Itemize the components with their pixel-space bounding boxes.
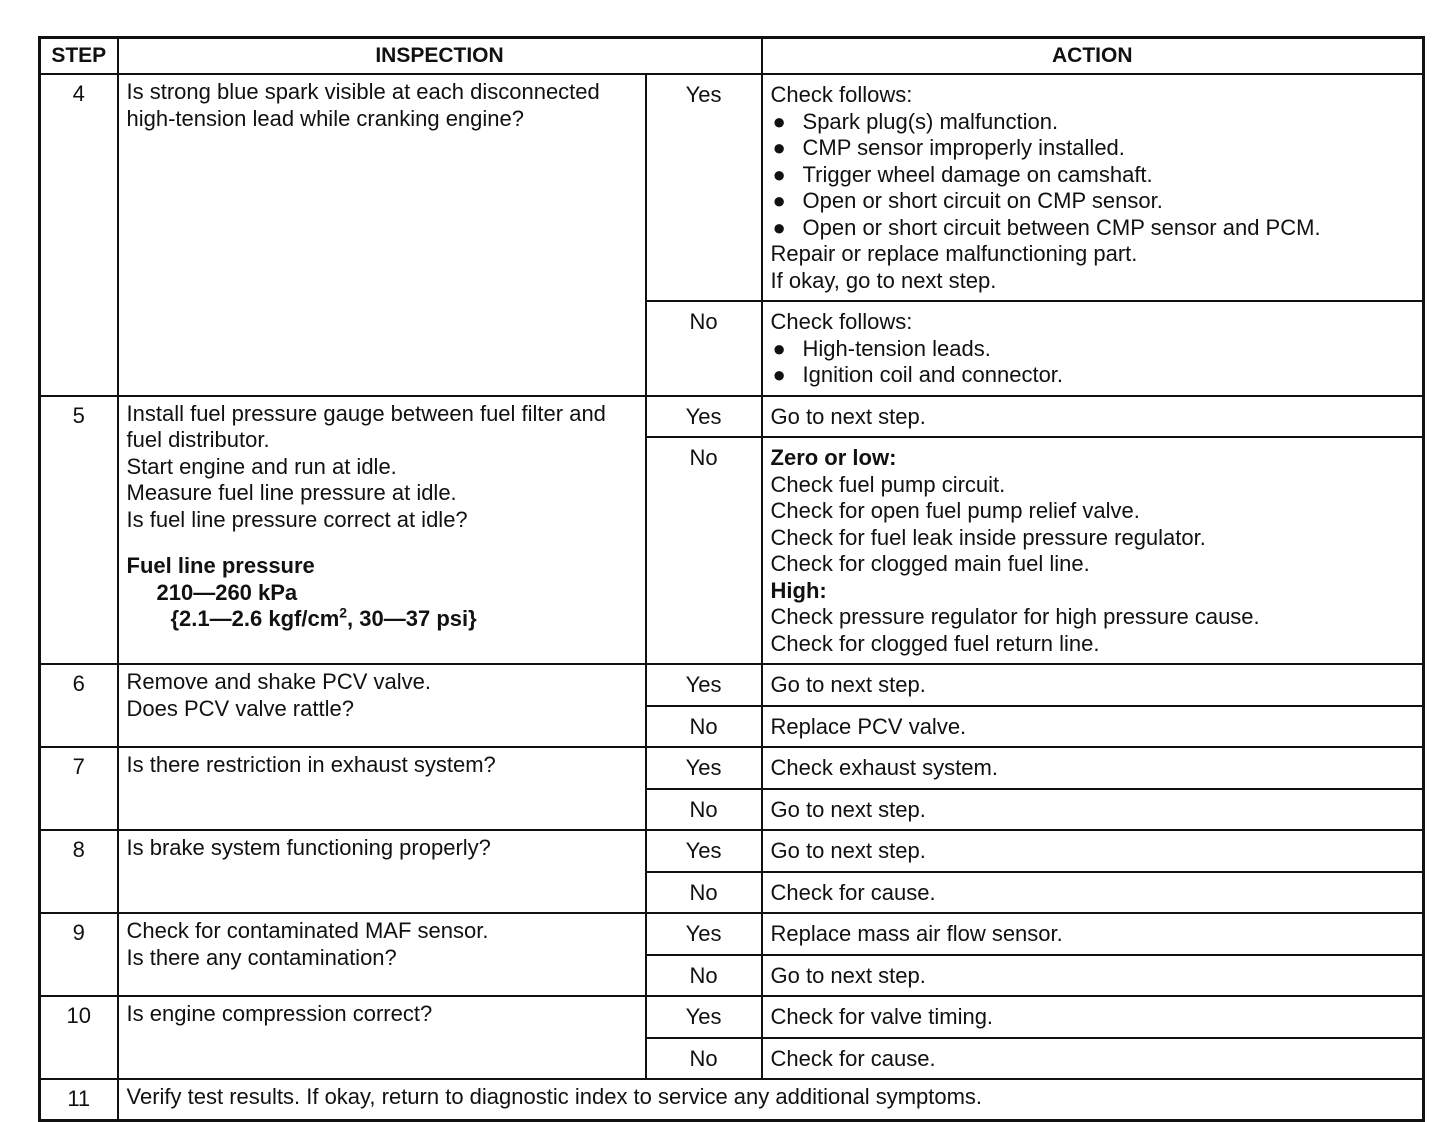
step-4-yes-intro: Check follows:: [770, 82, 913, 107]
step-6-inspection: [118, 664, 646, 747]
bullet-item: [771, 162, 1415, 189]
step-10-no-label: No: [646, 1038, 762, 1080]
bullet-item: [771, 135, 1415, 162]
bullet-icon: ●: [772, 362, 786, 387]
step-7-number: 7: [40, 747, 118, 830]
spec-title: Fuel line pressure: [126, 553, 315, 578]
step-9-yes-label: Yes: [646, 913, 762, 955]
bullet-text: Spark plug(s) malfunction.: [802, 108, 1059, 134]
step-6-number: 6: [40, 664, 118, 747]
spec-alt-sup: 2: [339, 604, 348, 621]
step-9-no-action: Go to next step.: [762, 955, 1424, 997]
spec-alt-a: {2.1—2.6 kgf/cm: [170, 606, 340, 631]
step-7-no-action: Go to next step.: [762, 789, 1424, 831]
high-title: High:: [770, 577, 827, 603]
low-item: Check fuel pump circuit.: [770, 471, 1006, 497]
low-item: Check for clogged main fuel line.: [770, 551, 1090, 576]
step-7-yes-action: Check exhaust system.: [762, 747, 1424, 789]
step-6-yes-action: Go to next step.: [762, 664, 1424, 706]
step-11-row: [40, 1079, 1424, 1120]
step-9-yes-row: [40, 913, 1424, 955]
step-5-inspection: [118, 396, 646, 665]
diagnostic-table-page: [38, 36, 1425, 1122]
step-10-yes-label: Yes: [646, 996, 762, 1038]
bullet-text: High-tension leads.: [802, 335, 991, 361]
step-6-no-action: Replace PCV valve.: [762, 706, 1424, 748]
high-item: Check pressure regulator for high pressure cause.: [770, 604, 1260, 629]
step-4-number: 4: [40, 74, 118, 396]
step-9-inspection: [118, 913, 646, 996]
bullet-text: Trigger wheel damage on camshaft.: [802, 161, 1153, 187]
bullet-icon: ●: [772, 335, 786, 361]
step-8-inspection: Is brake system functioning properly?: [118, 830, 646, 913]
step-4-no-label: No: [646, 301, 762, 396]
step-4-repair-line: Repair or replace malfunctioning part.: [770, 241, 1138, 266]
bullet-item: [771, 336, 1415, 363]
bullet-icon: ●: [772, 135, 786, 160]
step-4-no-intro: Check follows:: [770, 309, 913, 334]
step-4-no-action: [762, 301, 1424, 396]
step-5-line: Measure fuel line pressure at idle.: [126, 480, 457, 505]
step-header: STEP: [40, 38, 118, 75]
step-9-no-label: No: [646, 955, 762, 997]
step-6-yes-row: [40, 664, 1424, 706]
step-4-inspection: Is strong blue spark visible at each disconnected high-tension lead while cranking engine?: [118, 74, 646, 396]
step-8-yes-row: [40, 830, 1424, 872]
step-8-yes-action: Go to next step.: [762, 830, 1424, 872]
bullet-item: [771, 109, 1415, 136]
bullet-icon: ●: [772, 161, 786, 187]
action-header: ACTION: [762, 38, 1424, 75]
step-11-text: Verify test results. If okay, return to diagnostic index to service any additional symptoms.: [118, 1079, 1424, 1120]
bullet-icon: ●: [772, 188, 786, 213]
bullet-text: Open or short circuit on CMP sensor.: [802, 188, 1163, 213]
bullet-item: [771, 188, 1415, 215]
step-9-number: 9: [40, 913, 118, 996]
step-5-line: Start engine and run at idle.: [126, 453, 397, 479]
spec-value: 210—260 kPa: [156, 579, 298, 605]
step-7-no-label: No: [646, 789, 762, 831]
step-7-yes-row: [40, 747, 1424, 789]
step-6-line: Does PCV valve rattle?: [126, 695, 354, 721]
step-4-yes-row: [40, 74, 1424, 301]
header-row: [40, 38, 1424, 75]
step-9-line: Is there any contamination?: [126, 944, 397, 970]
step-10-yes-row: [40, 996, 1424, 1038]
low-item: Check for fuel leak inside pressure regulator.: [770, 524, 1206, 550]
low-title: Zero or low:: [770, 445, 897, 470]
step-10-yes-action: Check for valve timing.: [762, 996, 1424, 1038]
step-4-yes-action: [762, 74, 1424, 301]
step-5-no-action: [762, 437, 1424, 664]
step-8-no-label: No: [646, 872, 762, 914]
spec-alt-value: [127, 606, 637, 633]
step-5-yes-action: Go to next step.: [762, 396, 1424, 438]
bullet-icon: ●: [772, 108, 786, 134]
step-5-no-label: No: [646, 437, 762, 664]
step-5-yes-label: Yes: [646, 396, 762, 438]
step-5-number: 5: [40, 396, 118, 665]
bullet-text: Open or short circuit between CMP sensor and PCM.: [802, 214, 1321, 240]
step-5-line: Install fuel pressure gauge between fuel filter and fuel distributor.: [126, 400, 606, 452]
high-item: Check for clogged fuel return line.: [770, 630, 1100, 656]
step-11-number: 11: [40, 1079, 118, 1120]
step-5-yes-row: [40, 396, 1424, 438]
step-6-yes-label: Yes: [646, 664, 762, 706]
step-6-no-label: No: [646, 706, 762, 748]
bullet-item: [771, 215, 1415, 242]
step-9-line: Check for contaminated MAF sensor.: [126, 918, 489, 943]
step-7-yes-label: Yes: [646, 747, 762, 789]
spec-alt-b: , 30—37 psi}: [347, 606, 477, 631]
bullet-icon: ●: [772, 214, 786, 240]
step-4-yes-label: Yes: [646, 74, 762, 301]
step-10-no-action: Check for cause.: [762, 1038, 1424, 1080]
step-10-inspection: Is engine compression correct?: [118, 996, 646, 1079]
step-4-next-line: If okay, go to next step.: [770, 267, 997, 293]
step-6-line: Remove and shake PCV valve.: [126, 669, 431, 694]
step-10-number: 10: [40, 996, 118, 1079]
step-8-yes-label: Yes: [646, 830, 762, 872]
bullet-text: CMP sensor improperly installed.: [802, 135, 1125, 160]
step-8-number: 8: [40, 830, 118, 913]
low-item: Check for open fuel pump relief valve.: [770, 498, 1140, 523]
diagnostic-table: [38, 36, 1425, 1122]
inspection-header: INSPECTION: [118, 38, 762, 75]
step-5-line: Is fuel line pressure correct at idle?: [126, 506, 468, 532]
step-9-yes-action: Replace mass air flow sensor.: [762, 913, 1424, 955]
bullet-item: [771, 362, 1415, 389]
bullet-text: Ignition coil and connector.: [802, 362, 1064, 387]
step-7-inspection: Is there restriction in exhaust system?: [118, 747, 646, 830]
step-8-no-action: Check for cause.: [762, 872, 1424, 914]
